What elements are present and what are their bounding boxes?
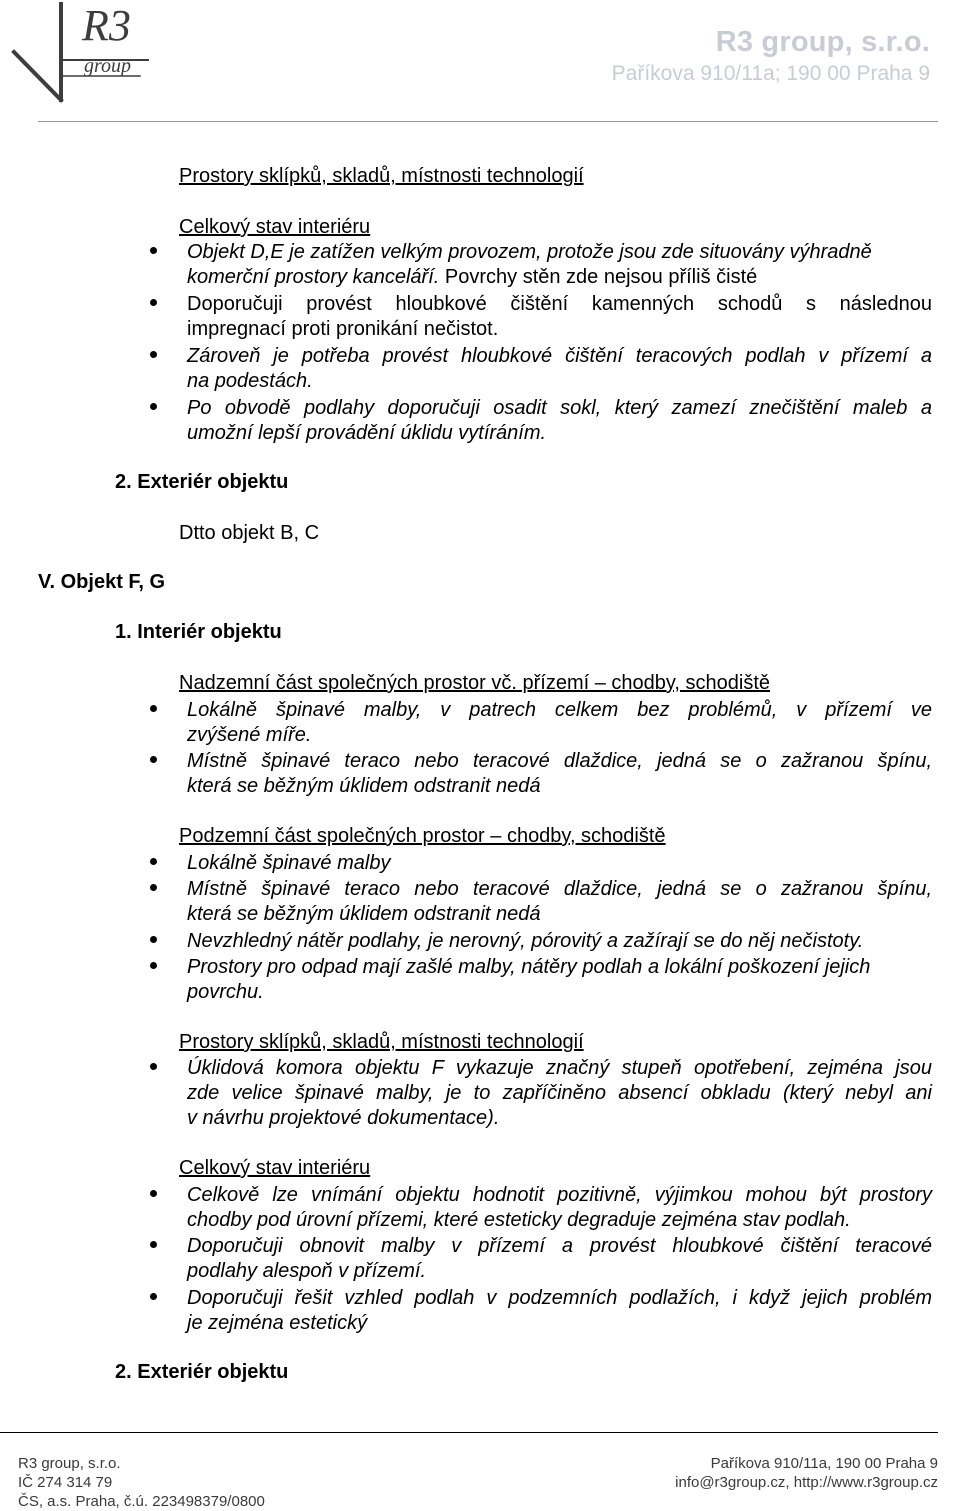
bullet (150, 756, 157, 763)
chapter-heading: V. Objekt F, G (38, 571, 166, 593)
subsection-heading-exterior: 2. Exteriér objektu (115, 1361, 289, 1383)
section-heading-interior-state: Celkový stav interiéru (179, 216, 371, 238)
bullet-text: Celkově lze vnímání objektu hodnotit pozitivně, výjimkou mohou být prostory (187, 1184, 932, 1206)
section-heading-storage: Prostory sklípků, skladů, místnosti technologií (179, 1031, 584, 1053)
bullet-text-continuation (187, 265, 757, 290)
bullet-text-continuation: je zejména estetický (187, 1312, 368, 1334)
footer-company: R3 group, s.r.o. (18, 1455, 121, 1472)
footer-contact[interactable]: info@r3group.cz, http://www.r3group.cz (675, 1474, 938, 1491)
exterior-text: Dtto objekt B, C (179, 522, 320, 544)
bullet (150, 299, 157, 306)
company-logo (0, 0, 160, 112)
subsection-heading-interior: 1. Interiér objektu (115, 621, 282, 643)
bullet (150, 1293, 157, 1300)
bullet-text: Úklidová komora objektu F vykazuje značný stupeň opotřebení, zejména jsou (187, 1057, 932, 1079)
footer-address: Paříkova 910/11a, 190 00 Praha 9 (710, 1455, 938, 1472)
bullet-text-continuation: povrchu. (187, 981, 264, 1003)
bullet-text-continuation: podlahy alespoň v přízemí. (187, 1260, 427, 1282)
bullet (150, 1063, 157, 1070)
bullet (150, 351, 157, 358)
bullet (150, 403, 157, 410)
bullet (150, 1241, 157, 1248)
company-address: Paříkova 910/11a; 190 00 Praha 9 (611, 62, 930, 85)
bullet (150, 936, 157, 943)
bullet-text-rest: Povrchy stěn zde nejsou příliš čisté (439, 266, 758, 288)
bullet-text-continuation: zvýšené míře. (187, 724, 312, 746)
bullet-text-continuation: v návrhu projektové dokumentace). (187, 1107, 500, 1129)
bullet-text-italic: komerční prostory kanceláří. (187, 266, 440, 288)
bullet-text-continuation: která se běžným úklidem odstranit nedá (187, 903, 541, 925)
bullet-text: Doporučuji řešit vzhled podlah v podzemních podlažích, i když jejich problém (187, 1287, 932, 1309)
bullet-text: Objekt D,E je zatížen velkým provozem, protože jsou zde situovány výhradně (187, 241, 872, 263)
bullet (150, 247, 157, 254)
section-heading-storage: Prostory sklípků, skladů, místnosti technologií (179, 165, 584, 187)
bullet-text-continuation: na podestách. (187, 370, 313, 392)
bullet-text: Prostory pro odpad mají zašlé malby, nátěry podlah a lokální poškození jejich (187, 956, 871, 978)
bullet (150, 858, 157, 865)
bullet-text: Nevzhledný nátěr podlahy, je nerovný, pórovitý a zažírají se do něj nečistoty. (187, 930, 864, 952)
bullet-text: Zároveň je potřeba provést hloubkové čištění teracových podlah v přízemí a (187, 345, 932, 367)
bullet-text: Místně špinavé teraco nebo teracové dlaždice, jedná se o zažranou špínu, (187, 878, 932, 900)
bullet-text-continuation: chodby pod úrovní přízemi, které esteticky degraduje zejména stav podlah. (187, 1209, 851, 1231)
header-divider (38, 121, 938, 122)
bullet-text: Doporučuji provést hloubkové čištění kamenných schodů s následnou (187, 293, 932, 315)
bullet-text-continuation: která se běžným úklidem odstranit nedá (187, 775, 541, 797)
section-heading-above-ground: Nadzemní část společných prostor vč. přízemí – chodby, schodiště (179, 672, 771, 694)
section-heading-interior-state: Celkový stav interiéru (179, 1157, 371, 1179)
bullet (150, 884, 157, 891)
logo-word: group (84, 55, 132, 77)
bullet (150, 1190, 157, 1197)
bullet-text: Lokálně špinavé malby (187, 852, 391, 874)
bullet-text-continuation: impregnací proti pronikání nečistot. (187, 318, 499, 340)
bullet-text-continuation: umožní lepší provádění úklidu vytíráním. (187, 422, 547, 444)
bullet (150, 962, 157, 969)
subsection-heading-exterior: 2. Exteriér objektu (115, 471, 289, 493)
logo-brand: R3 (82, 1, 131, 50)
footer-ico: IČ 274 314 79 (18, 1474, 113, 1491)
bullet-text: Doporučuji obnovit malby v přízemí a provést hloubkové čištění teracové (187, 1235, 932, 1257)
bullet-text-continuation: zde velice špinavé malby, je to zapříčiněno absencí obkladu (který nebyl ani (187, 1082, 932, 1104)
company-name: R3 group, s.r.o. (715, 26, 930, 58)
footer-bank: ČS, a.s. Praha, č.ú. 223498379/0800 (18, 1493, 265, 1510)
bullet-text: Místně špinavé teraco nebo teracové dlaždice, jedná se o zažranou špínu, (187, 750, 932, 772)
bullet-text: Po obvodě podlahy doporučuji osadit sokl, který zamezí znečištění maleb a (187, 397, 932, 419)
bullet-text: Lokálně špinavé malby, v patrech celkem bez problémů, v přízemí ve (187, 699, 932, 721)
footer-divider (0, 1432, 938, 1433)
section-heading-underground: Podzemní část společných prostor – chodby, schodiště (179, 825, 666, 847)
bullet (150, 705, 157, 712)
